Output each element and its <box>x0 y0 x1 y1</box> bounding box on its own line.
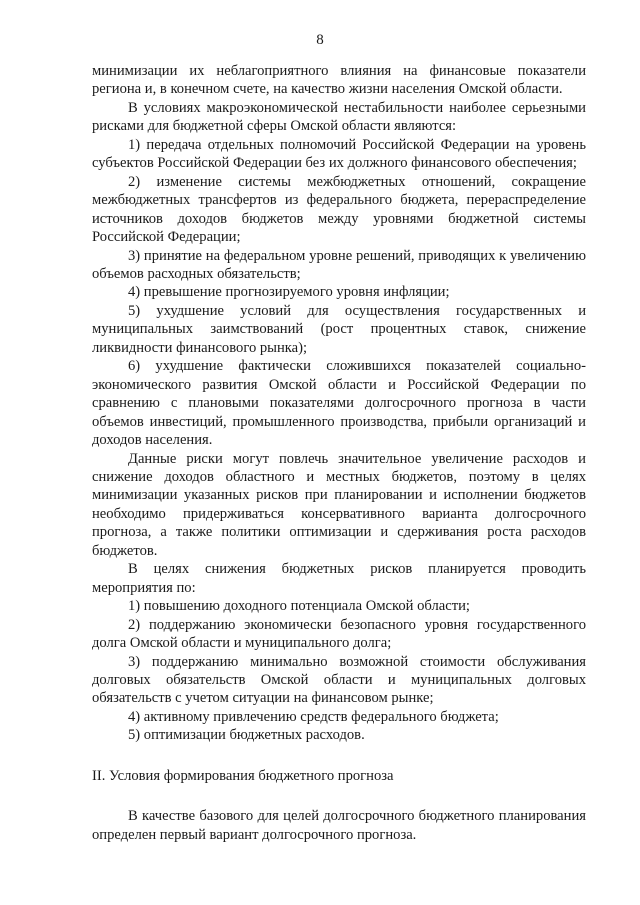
risk-item-1: 1) передача отдельных полномочий Российской Федерации на уровень субъектов Российской Федерации без их должного финансового обеспечения; <box>92 136 586 172</box>
measure-item-4: 4) активному привлечению средств федерального бюджета; <box>128 708 499 725</box>
risk-item-3: 3) принятие на федеральном уровне решений, приводящих к увеличению объемов расходных обязательств; <box>92 247 586 282</box>
page-number: 8 <box>316 32 324 48</box>
paragraph-measures-intro: В целях снижения бюджетных рисков планируется проводить мероприятия по: <box>92 561 586 596</box>
paragraph-risk-consequences: Данные риски могут повлечь значительное увеличение расходов и снижение доходов областного и местных бюджетов, поэтому в целях минимизации указанных рисков при планировании и исполнении бюджетов необходимо придерживаться консервативного варианта долгосрочного прогноза, а также политики оптимизации и сдерживания роста расходов бюджетов. <box>92 450 586 559</box>
paragraph-base-variant: В качестве базового для целей долгосрочного бюджетного планирования определен первый вариант долгосрочного прогноза. <box>92 808 586 843</box>
measure-item-1: 1) повышению доходного потенциала Омской области; <box>128 598 470 615</box>
measure-item-3: 3) поддержанию минимально возможной стоимости обслуживания долговых обязательств Омской области и муниципальных долговых обязательств с учетом ситуации на финансовом рынке; <box>92 653 586 707</box>
risk-item-6: 6) ухудшение фактически сложившихся показателей социально-экономического развития Омской области и Российской Федерации по сравнению с плановыми показателями долгосрочного прогноза в части объемов инвестиций, промышленного производства, прибыли организаций и доходов населения. <box>92 358 586 449</box>
measure-item-5: 5) оптимизации бюджетных расходов. <box>128 727 365 744</box>
risk-item-5: 5) ухудшение условий для осуществления государственных и муниципальных заимствований (рост процентных ставок, снижение ликвидности финансового рынка); <box>92 302 586 356</box>
document-body <box>92 62 586 844</box>
paragraph-continuation: минимизации их неблагоприятного влияния на финансовые показатели региона и, в конечном счете, на качество жизни населения Омской области. <box>92 63 586 98</box>
paragraph-risks-intro: В условиях макроэкономической нестабильности наиболее серьезными рисками для бюджетной сферы Омской области являются: <box>92 99 586 135</box>
risk-item-4: 4) превышение прогнозируемого уровня инфляции; <box>128 284 450 301</box>
risk-item-2: 2) изменение системы межбюджетных отношений, сокращение межбюджетных трансфертов из федерального бюджета, перераспределение источников доходов бюджетов между уровнями бюджетной системы Российской Федерации; <box>92 173 586 246</box>
measure-item-2: 2) поддержанию экономически безопасного уровня государственного долга Омской области и муниципального долга; <box>92 616 586 652</box>
section-heading: II. Условия формирования бюджетного прогноза <box>92 767 394 784</box>
